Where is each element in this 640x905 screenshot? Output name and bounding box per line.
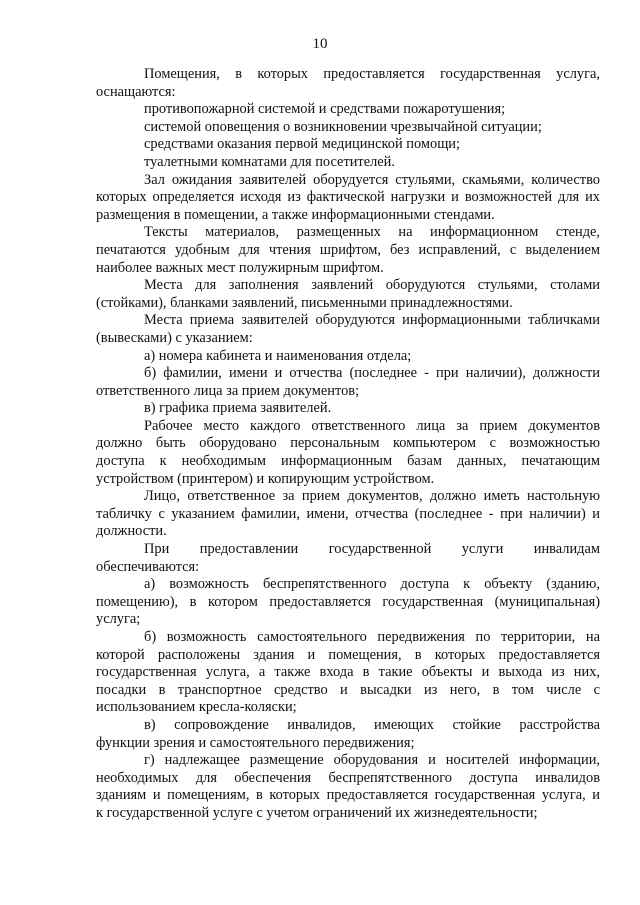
text-line: туалетными комнатами для посетителей.	[144, 153, 395, 170]
text-line: государственная услуга, а также входа в такие объекты и выхода из них,	[96, 664, 600, 681]
text-line: к государственной услуге с учетом ограничений их жизнедеятельности;	[96, 804, 538, 821]
text-line: функции зрения и самостоятельного передвижения;	[96, 734, 415, 751]
text-line: Места для заполнения заявлений оборудуются стульями, столами	[144, 277, 600, 294]
text-line: б) возможность самостоятельного передвижения по территории, на	[144, 629, 600, 645]
text-line: зданиям и помещениям, в которых предоставляется государственная услуга, и	[96, 787, 600, 804]
text-line: Места приема заявителей оборудуются информационными табличками	[144, 312, 600, 329]
text-line: посадки в транспортное средство и высадки из него, в том числе с	[96, 681, 600, 698]
text-line: г) надлежащее размещение оборудования и носителей информации,	[144, 752, 600, 769]
document-body	[96, 66, 600, 823]
text-line: а) возможность беспрепятственного доступа к объекту (зданию,	[144, 576, 600, 593]
text-line: системой оповещения о возникновении чрезвычайной ситуации;	[144, 118, 542, 135]
text-line: использованием кресла-коляски;	[96, 699, 297, 716]
text-line: ответственного лица за прием документов;	[96, 382, 360, 399]
text-line: доступа к необходимым информационным базам данных, печатающим	[96, 453, 600, 470]
page-number: 10	[312, 36, 328, 52]
text-line: услуга;	[96, 611, 141, 628]
text-line: табличку с указанием фамилии, имени, отчества (последнее - при наличии) и	[96, 505, 600, 522]
text-line: которой расположены здания и помещения, в которых предоставляется	[96, 646, 600, 663]
text-line: в) сопровождение инвалидов, имеющих стойкие расстройства	[144, 716, 600, 733]
text-line: в) графика приема заявителей.	[144, 400, 332, 417]
text-line: обеспечиваются:	[96, 558, 200, 575]
text-line: печатаются удобным для чтения шрифтом, без исправлений, с выделением	[96, 241, 600, 258]
text-line: При предоставлении государственной услуги инвалидам	[144, 541, 600, 558]
text-line: противопожарной системой и средствами пожаротушения;	[144, 101, 506, 118]
text-line: размещения в помещении, а также информационными стендами.	[96, 206, 495, 223]
text-line: (вывесками) с указанием:	[96, 329, 253, 346]
text-line: должности.	[96, 523, 167, 540]
text-line: (стойками), бланками заявлений, письменными принадлежностями.	[96, 294, 513, 311]
text-line: Зал ожидания заявителей оборудуется стульями, скамьями, количество	[144, 171, 600, 188]
text-line: Помещения, в которых предоставляется государственная услуга,	[144, 66, 600, 82]
text-line: Рабочее место каждого ответственного лица за прием документов	[144, 417, 600, 434]
text-line: помещению), в котором предоставляется государственная (муниципальная)	[96, 593, 600, 610]
text-line: б) фамилии, имени и отчества (последнее - при наличии), должности	[144, 365, 600, 382]
text-line: оснащаются:	[96, 83, 176, 100]
text-line: которых определяется исходя из фактической нагрузки и возможностей для их	[96, 189, 600, 206]
text-line: необходимых для обеспечения беспрепятственного доступа инвалидов	[96, 769, 600, 786]
text-line: устройством (принтером) и копирующим устройством.	[96, 470, 435, 487]
text-line: наиболее важных мест полужирным шрифтом.	[96, 259, 384, 276]
text-line: должно быть оборудовано персональным компьютером с возможностью	[96, 435, 600, 452]
text-line: а) номера кабинета и наименования отдела;	[144, 347, 412, 364]
text-line: средствами оказания первой медицинской помощи;	[144, 136, 460, 153]
text-line: Тексты материалов, размещенных на информационном стенде,	[144, 224, 600, 241]
text-line: Лицо, ответственное за прием документов, должно иметь настольную	[144, 488, 600, 505]
